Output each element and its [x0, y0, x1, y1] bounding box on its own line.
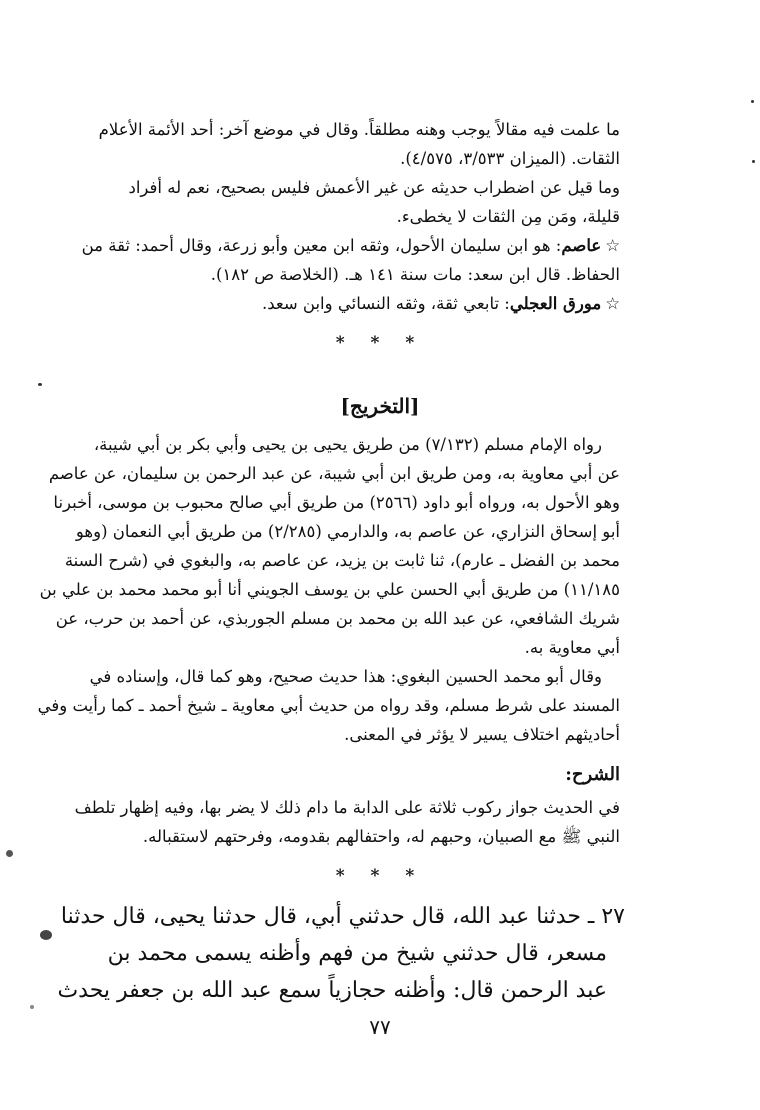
scan-speck	[6, 850, 13, 857]
sharh-text	[74, 793, 620, 851]
narrator-entry-muwarriq	[120, 289, 620, 318]
text-line: وقال أبو محمد الحسين البغوي: هذا حديث صحيح، وهو كما قال، وإسناده في	[89, 667, 602, 686]
page-number: ٧٧	[369, 1015, 391, 1039]
section-separator: * * *	[335, 866, 425, 886]
scan-speck	[38, 383, 42, 386]
scan-speck	[752, 160, 755, 163]
scan-speck	[40, 930, 52, 940]
narrator-description: : هو ابن سليمان الأحول، وثقه ابن معين وأبو زرعة، وقال أحمد: ثقة من	[81, 236, 562, 255]
hadith-27	[57, 898, 625, 1009]
text-line: شريك الشافعي، عن عبد الله بن محمد بن مسلم الجوربذي، عن أحمد بن حرب، عن	[55, 609, 620, 628]
sharh-heading: الشرح:	[565, 764, 620, 785]
takhrij-heading: [التخريج]	[340, 394, 420, 418]
text-line: أبي معاوية به.	[524, 638, 620, 657]
text-line: رواه الإمام مسلم (٧/١٣٢) من طريق يحيى بن يحيى وأبي بكر بن أبي شيبة،	[93, 435, 602, 454]
hadith-line: ٢٧ ـ حدثنا عبد الله، قال حدثني أبي، قال حدثنا يحيى، قال حدثنا	[60, 904, 625, 929]
text-line: الحفاظ. قال ابن سعد: مات سنة ١٤١ هـ. (الخلاصة ص ١٨٢).	[210, 265, 620, 284]
text-line: المسند على شرط مسلم، وقد رواه من حديث أبي معاوية ـ شيخ أحمد ـ كما رأيت وفي	[37, 696, 620, 715]
text-line: محمد بن الفضل ـ عارم)، ثنا ثابت بن يزيد، عن عاصم به، والبغوي في (شرح السنة	[64, 551, 620, 570]
star-bullet-icon: ☆	[605, 294, 620, 313]
hadith-line: عبد الرحمن قال: وأظنه حجازياً سمع عبد الله بن جعفر يحدث	[57, 978, 607, 1003]
text-line: الثقات. (الميزان ٣/٥٣٣، ٤/٥٧٥).	[400, 149, 620, 168]
text-line: في الحديث جواز ركوب ثلاثة على الدابة ما دام ذلك لا يضر بها، وفيه إظهار تلطف	[74, 798, 620, 817]
hadith-line: مسعر، قال حدثني شيخ من فهم وأظنه يسمى محمد بن	[107, 941, 607, 966]
text-line: وما قيل عن اضطراب حديثه عن غير الأعمش فليس بصحيح، نعم له أفراد	[128, 178, 620, 197]
takhrij-text	[37, 430, 620, 749]
narrator-name: عاصم	[561, 236, 602, 255]
text-line: أحاديثهم اختلاف يسير لا يؤثر في المعنى.	[344, 725, 620, 744]
text-line: النبي ﷺ مع الصبيان، وحبهم له، واحتفالهم بقدومه، وفرحتهم لاستقباله.	[142, 827, 620, 846]
section-separator: * * *	[335, 333, 425, 353]
scan-speck	[30, 1005, 34, 1009]
star-bullet-icon: ☆	[605, 236, 620, 255]
text-line: ما علمت فيه مقالاً يوجب وهنه مطلقاً. وقال في موضع آخر: أحد الأئمة الأعلام	[98, 120, 620, 139]
text-line: وهو الأحول به، ورواه أبو داود (٢٥٦٦) من طريق أبي صالح محبوب بن موسى، أخبرنا	[53, 493, 620, 512]
text-line: عن أبي معاوية به، ومن طريق ابن أبي شيبة، عن عبد الرحمن بن سليمان، عن عاصم	[48, 464, 620, 483]
scan-speck	[751, 100, 754, 103]
text-line: ١١/١٨٥) من طريق أبي الحسن علي بن يوسف الجويني أنا أبو محمد محمد بن علي بن	[39, 580, 620, 599]
text-line: أبو إسحاق النزاري، عن عاصم به، والدارمي (٢/٢٨٥) من طريق أبي النعمان (وهو	[75, 522, 620, 541]
text-line: قليلة، ومَن مِن الثقات لا يخطىء.	[396, 207, 620, 226]
narrator-description: : تابعي ثقة، وثقه النسائي وابن سعد.	[261, 294, 510, 313]
narrator-notes	[81, 115, 620, 318]
narrator-entry-asim	[81, 231, 620, 260]
narrator-name: مورق العجلي	[509, 294, 602, 313]
